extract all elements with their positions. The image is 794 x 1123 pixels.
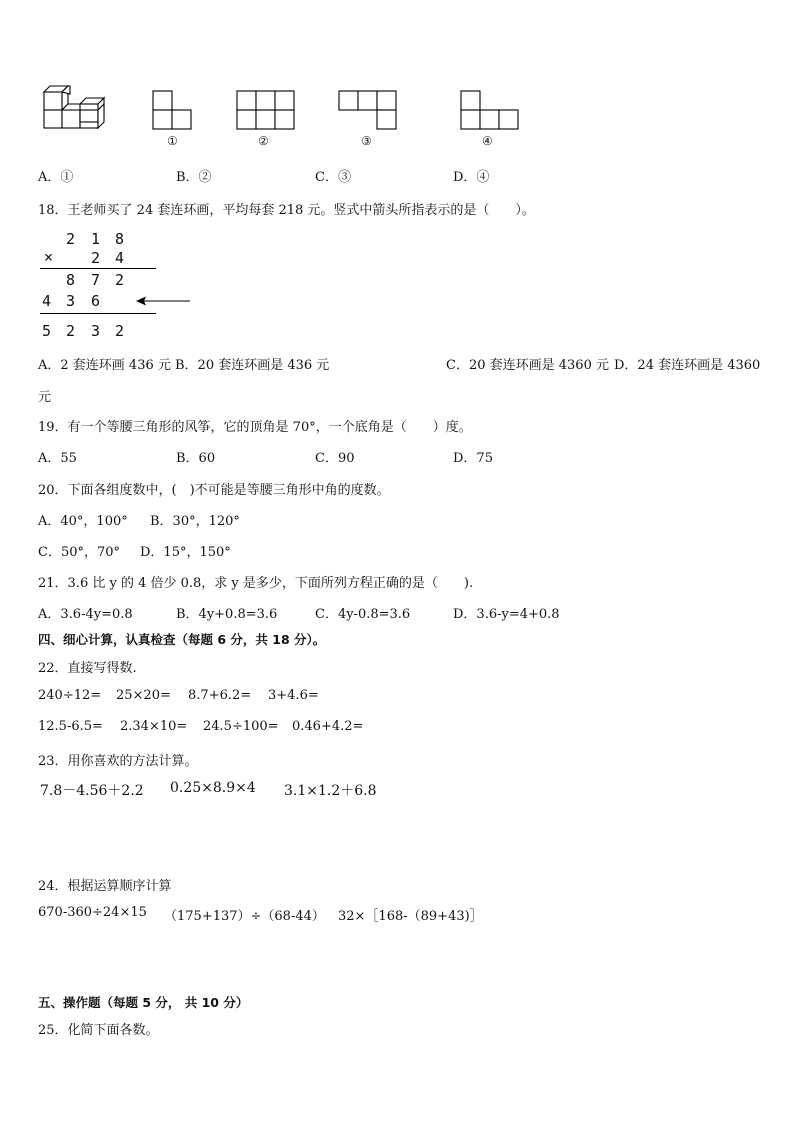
q19-option-d[interactable]: D．75 <box>453 451 493 466</box>
q21-option-a[interactable]: A．3.6-4y=0.8 <box>38 607 133 622</box>
q20-option-d[interactable]: D．15°，150° <box>140 545 231 560</box>
rule-line <box>40 313 156 314</box>
digit: 8 <box>115 230 125 248</box>
q18-option-d-wrap: 元 <box>38 390 52 405</box>
q22-item: 3+4.6= <box>268 688 319 703</box>
q22-item: 12.5-6.5= <box>38 719 103 734</box>
q24-item: （175+137）÷（68-44） <box>164 909 325 924</box>
view-1-label: ① <box>167 134 178 148</box>
q23-item: 7.8－4.56＋2.2 <box>40 783 144 799</box>
digit: 5 <box>42 322 52 340</box>
q18-option-c[interactable]: C．20 套连环画是 4360 元 <box>446 358 609 373</box>
q22-item: 240÷12= <box>38 688 102 703</box>
arrow-left-icon <box>136 294 192 308</box>
q17-option-a[interactable]: A．① <box>38 170 74 185</box>
q18-question: 18．王老师买了 24 套连环画，平均每套 218 元。竖式中箭头所指表示的是（ ）。 <box>38 203 535 218</box>
digit: 3 <box>66 292 76 310</box>
q20-option-a[interactable]: A．40°，100° <box>38 514 128 529</box>
view-3-figure <box>338 90 398 130</box>
view-3-label: ③ <box>361 134 372 148</box>
q17-option-d[interactable]: D．④ <box>453 170 490 185</box>
q23-question: 23．用你喜欢的方法计算。 <box>38 754 198 769</box>
digit: 7 <box>91 271 101 289</box>
q20-option-b[interactable]: B．30°，120° <box>150 514 240 529</box>
digit: 4 <box>42 292 52 310</box>
cube-stack-figure <box>40 84 110 136</box>
digit: 2 <box>66 322 76 340</box>
q21-option-b[interactable]: B．4y+0.8=3.6 <box>176 607 278 622</box>
q24-item: 670-360÷24×15 <box>38 905 147 920</box>
q20-question: 20．下面各组度数中，( )不可能是等腰三角形中角的度数。 <box>38 483 390 498</box>
section-5-title: 五、操作题（每题 5 分， 共 10 分） <box>38 995 249 1010</box>
digit: 2 <box>115 322 125 340</box>
q17-option-b[interactable]: B．② <box>176 170 212 185</box>
q24-question: 24．根据运算顺序计算 <box>38 879 172 894</box>
q22-item: 25×20= <box>116 688 171 703</box>
q19-option-c[interactable]: C．90 <box>315 451 355 466</box>
digit: 2 <box>66 230 76 248</box>
q22-question: 22．直接写得数. <box>38 661 137 676</box>
q23-item: 0.25×8.9×4 <box>170 780 256 796</box>
rule-line <box>40 268 156 269</box>
digit: 3 <box>91 322 101 340</box>
q22-item: 0.46+4.2= <box>292 719 364 734</box>
section-4-title: 四、细心计算，认真检查（每题 6 分，共 18 分）。 <box>38 632 326 647</box>
view-1-figure <box>152 90 194 130</box>
view-2-label: ② <box>258 134 269 148</box>
digit: 2 <box>115 271 125 289</box>
q24-item: 32×［168-（89+43)］ <box>338 909 483 924</box>
q22-item: 8.7+6.2= <box>188 688 252 703</box>
q21-question: 21．3.6 比 y 的 4 倍少 0.8，求 y 是多少，下面所列方程正确的是（ ). <box>38 576 474 591</box>
q19-question: 19．有一个等腰三角形的风筝，它的顶角是 70°，一个底角是（ ）度。 <box>38 420 472 435</box>
q17-option-c[interactable]: C．③ <box>315 170 351 185</box>
view-4-figure <box>460 90 520 130</box>
q22-item: 24.5÷100= <box>203 719 279 734</box>
q22-item: 2.34×10= <box>120 719 188 734</box>
q25-question: 25．化简下面各数。 <box>38 1023 159 1038</box>
digit: 2 <box>91 249 101 267</box>
q19-option-b[interactable]: B．60 <box>176 451 216 466</box>
digit: 1 <box>91 230 101 248</box>
q23-item: 3.1×1.2＋6.8 <box>284 783 377 799</box>
view-4-label: ④ <box>482 134 493 148</box>
q21-option-d[interactable]: D．3.6-y=4+0.8 <box>453 607 560 622</box>
digit: 4 <box>115 249 125 267</box>
view-2-figure <box>236 90 296 130</box>
q20-option-c[interactable]: C．50°，70° <box>38 545 121 560</box>
q18-option-ab[interactable]: A．2 套连环画 436 元 B．20 套连环画是 436 元 <box>38 358 330 373</box>
times-sign: × <box>44 248 54 266</box>
q21-option-c[interactable]: C．4y-0.8=3.6 <box>315 607 411 622</box>
q18-option-d[interactable]: D．24 套连环画是 4360 <box>614 358 761 373</box>
digit: 8 <box>66 271 76 289</box>
digit: 6 <box>91 292 101 310</box>
q19-option-a[interactable]: A．55 <box>38 451 77 466</box>
